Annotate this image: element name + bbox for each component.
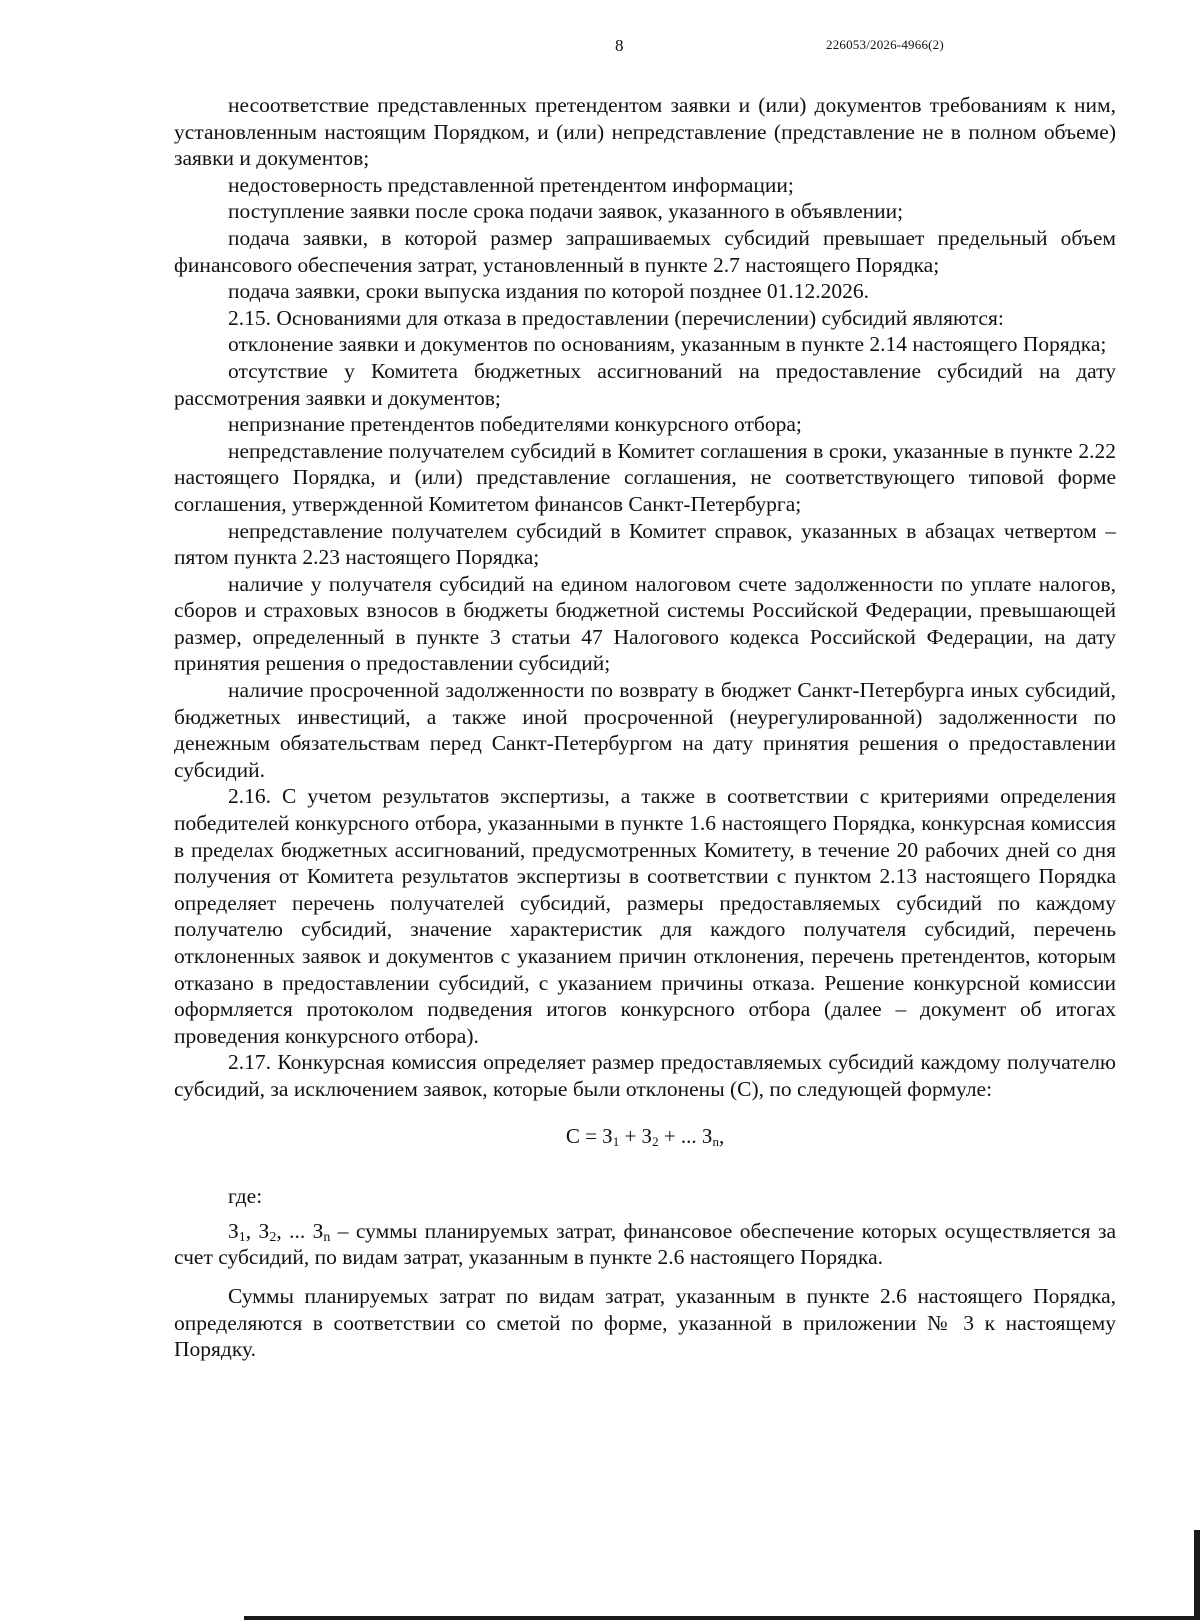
formula-definition: $З_1$, $З_2$, ... $З_n$ – суммы планируемых затрат, финансовое обеспечение которых осуществляется за счет субсидий, по видам затрат, указанным в пункте 2.6 настоящего Порядка. bbox=[174, 1218, 1116, 1270]
paragraph: поступление заявки после срока подачи заявок, указанного в объявлении; bbox=[228, 199, 904, 224]
where-label: где: bbox=[228, 1184, 263, 1209]
closing-paragraph: Суммы планируемых затрат по видам затрат, указанным в пункте 2.6 настоящего Порядка, определяются в соответствии со сметой по форме, указанной в приложении № 3 к настоящему Порядку. bbox=[174, 1283, 1116, 1362]
paragraph: недостоверность представленной претендентом информации; bbox=[228, 172, 794, 197]
paragraph-2-15: 2.15. Основаниями для отказа в предоставлении (перечислении) субсидий являются: bbox=[228, 305, 1004, 330]
paragraph: подача заявки, сроки выпуска издания по которой позднее 01.12.2026. bbox=[228, 279, 870, 304]
paragraph: несоответствие представленных претендентом заявки и (или) документов требованиям к ним, установленным настоящим Порядком, и (или) непредставление (представление не в полном объеме) заявки и документов; bbox=[174, 93, 1116, 171]
paragraph: непредставление получателем субсидий в Комитет соглашения в сроки, указанные в пункте 2.22 настоящего Порядка, и (или) представление соглашения, не соответствующего типовой форме соглашения, утвержденной Комитетом финансов Санкт-Петербурга; bbox=[174, 438, 1116, 516]
document-body bbox=[174, 92, 1116, 1363]
paragraph: наличие просроченной задолженности по возврату в бюджет Санкт-Петербурга иных субсидий, бюджетных инвестиций, а также иной просроченной (неурегулированной) задолженности по денежным обязательствам перед Санкт-Петербургом на дату принятия решения о предоставлении субсидий. bbox=[174, 678, 1116, 782]
paragraph: непризнание претендентов победителями конкурсного отбора; bbox=[228, 412, 802, 437]
paragraph-2-16: 2.16. С учетом результатов экспертизы, а также в соответствии с критериями определения победителей конкурсного отбора, указанными в пункте 1.6 настоящего Порядка, конкурсная комиссия в пределах бюджетных ассигнований, предусмотренных Комитету, в течение 20 рабочих дней со дня получения от Комитета результатов экспертизы в соответствии с пунктом 2.13 настоящего Порядка определяет перечень получателей субсидий, размеры предоставляемых субсидий по каждому получателю субсидий, значение характеристик для каждого получателя субсидий, перечень отклоненных заявок и документов с указанием причин отклонения, перечень претендентов, которым отказано в предоставлении субсидий, с указанием причины отказа. Решение конкурсной комиссии оформляется протоколом подведения итогов конкурсного отбора (далее – документ об итогах проведения конкурсного отбора). bbox=[174, 784, 1116, 1048]
page-number: 8 bbox=[615, 36, 624, 55]
paragraph: отклонение заявки и документов по основаниям, указанным в пункте 2.14 настоящего Порядка; bbox=[228, 332, 1107, 357]
scan-edge-shadow bbox=[244, 1616, 1200, 1620]
subsidy-formula: $С = З_1 + З_2$ + ... $З_n$, bbox=[565, 1123, 725, 1149]
paragraph: непредставление получателем субсидий в Комитет справок, указанных в абзацах четвертом – пятом пункта 2.23 настоящего Порядка; bbox=[174, 518, 1116, 570]
scan-corner-shadow bbox=[1194, 1530, 1200, 1620]
paragraph: наличие у получателя субсидий на едином налоговом счете задолженности по уплате налогов, сборов и страховых взносов в бюджеты бюджетной системы Российской Федерации, превышающей размер, определенный в пункте 3 статьи 47 Налогового кодекса Российской Федерации, на дату принятия решения о предоставлении субсидий; bbox=[174, 571, 1116, 676]
document-id: 226053/2026-4966(2) bbox=[826, 37, 944, 52]
paragraph-2-17: 2.17. Конкурсная комиссия определяет размер предоставляемых субсидий каждому получателю субсидий, за исключением заявок, которые были отклонены (С), по следующей формуле: bbox=[174, 1050, 1116, 1101]
paragraph: подача заявки, в которой размер запрашиваемых субсидий превышает предельный объем финансового обеспечения затрат, установленный в пункте 2.7 настоящего Порядка; bbox=[174, 225, 1116, 277]
paragraph: отсутствие у Комитета бюджетных ассигнований на предоставление субсидий на дату рассмотрения заявки и документов; bbox=[174, 358, 1116, 410]
